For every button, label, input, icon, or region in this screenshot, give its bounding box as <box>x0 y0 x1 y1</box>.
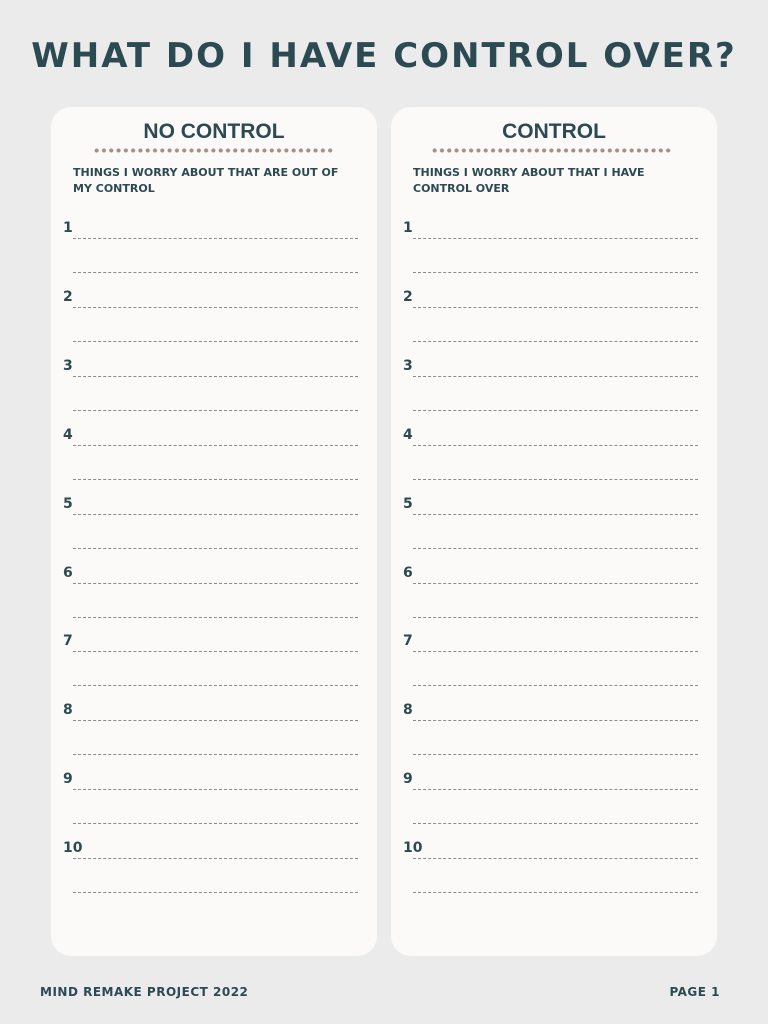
writing-line[interactable] <box>73 583 358 584</box>
writing-line[interactable] <box>413 651 698 652</box>
writing-line[interactable] <box>413 238 698 239</box>
entry-number: 2 <box>403 288 413 305</box>
entry-number: 1 <box>63 220 73 236</box>
writing-line[interactable] <box>413 307 698 308</box>
control-card <box>391 107 717 956</box>
writing-line[interactable] <box>73 410 358 411</box>
entry-number: 5 <box>63 495 73 512</box>
writing-line[interactable] <box>73 823 358 824</box>
writing-line[interactable] <box>73 685 358 686</box>
writing-line[interactable] <box>413 583 698 584</box>
no-control-subtitle: THINGS I WORRY ABOUT THAT ARE OUT OF MY CONTROL <box>73 166 339 195</box>
entry-row <box>391 289 717 358</box>
writing-line[interactable] <box>73 858 358 859</box>
entry-row <box>391 427 717 496</box>
entry-row <box>51 840 377 909</box>
entry-row <box>51 702 377 771</box>
entry-row <box>51 633 377 702</box>
entry-number: 10 <box>403 840 423 857</box>
entry-number: 3 <box>403 357 413 374</box>
entry-number: 2 <box>63 288 73 305</box>
writing-line[interactable] <box>73 376 358 377</box>
writing-line[interactable] <box>413 754 698 755</box>
entry-row <box>51 220 377 289</box>
writing-line[interactable] <box>73 514 358 515</box>
writing-line[interactable] <box>413 720 698 721</box>
writing-line[interactable] <box>73 892 358 893</box>
writing-line[interactable] <box>73 238 358 239</box>
footer-project-label: MIND REMAKE PROJECT 2022 <box>40 985 249 999</box>
writing-line[interactable] <box>73 720 358 721</box>
entry-number: 4 <box>403 426 413 443</box>
writing-line[interactable] <box>413 548 698 549</box>
entry-row <box>51 496 377 565</box>
dotted-divider <box>431 148 671 153</box>
writing-line[interactable] <box>413 514 698 515</box>
writing-line[interactable] <box>413 823 698 824</box>
writing-line[interactable] <box>73 479 358 480</box>
entry-number: 8 <box>403 702 413 719</box>
writing-line[interactable] <box>413 272 698 273</box>
control-heading: CONTROL <box>502 120 606 143</box>
writing-line[interactable] <box>413 858 698 859</box>
entry-number: 9 <box>63 771 73 788</box>
entry-row <box>391 220 717 289</box>
entry-number: 7 <box>403 633 413 650</box>
writing-line[interactable] <box>73 307 358 308</box>
writing-line[interactable] <box>413 341 698 342</box>
dotted-divider <box>93 148 333 153</box>
writing-line[interactable] <box>73 789 358 790</box>
entry-row <box>51 565 377 634</box>
writing-line[interactable] <box>413 617 698 618</box>
entry-row <box>51 358 377 427</box>
page-title: WHAT DO I HAVE CONTROL OVER? <box>31 36 737 76</box>
entry-number: 5 <box>403 495 413 512</box>
writing-line[interactable] <box>413 479 698 480</box>
writing-line[interactable] <box>413 685 698 686</box>
writing-line[interactable] <box>73 341 358 342</box>
entry-row <box>391 771 717 840</box>
writing-line[interactable] <box>73 272 358 273</box>
writing-line[interactable] <box>413 376 698 377</box>
entry-row <box>391 565 717 634</box>
entry-number: 6 <box>403 564 413 581</box>
writing-line[interactable] <box>73 548 358 549</box>
entry-number: 9 <box>403 771 413 788</box>
writing-line[interactable] <box>73 617 358 618</box>
entry-row <box>51 771 377 840</box>
entry-row <box>391 702 717 771</box>
writing-line[interactable] <box>413 789 698 790</box>
footer-page-number: PAGE 1 <box>669 985 720 999</box>
entry-number: 7 <box>63 633 73 650</box>
writing-line[interactable] <box>73 651 358 652</box>
no-control-heading: NO CONTROL <box>143 120 285 143</box>
entry-row <box>51 289 377 358</box>
entry-number: 6 <box>63 564 73 581</box>
entry-number: 10 <box>63 840 83 857</box>
writing-line[interactable] <box>413 410 698 411</box>
entry-row <box>51 427 377 496</box>
entry-number: 8 <box>63 702 73 719</box>
control-subtitle: THINGS I WORRY ABOUT THAT I HAVE CONTROL OVER <box>413 166 645 195</box>
writing-line[interactable] <box>413 892 698 893</box>
no-control-card <box>51 107 377 956</box>
entry-row <box>391 358 717 427</box>
entry-row <box>391 633 717 702</box>
writing-line[interactable] <box>73 754 358 755</box>
entry-row <box>391 496 717 565</box>
entry-row <box>391 840 717 909</box>
writing-line[interactable] <box>413 445 698 446</box>
writing-line[interactable] <box>73 445 358 446</box>
entry-number: 4 <box>63 426 73 443</box>
entry-number: 3 <box>63 357 73 374</box>
entry-number: 1 <box>403 220 413 236</box>
